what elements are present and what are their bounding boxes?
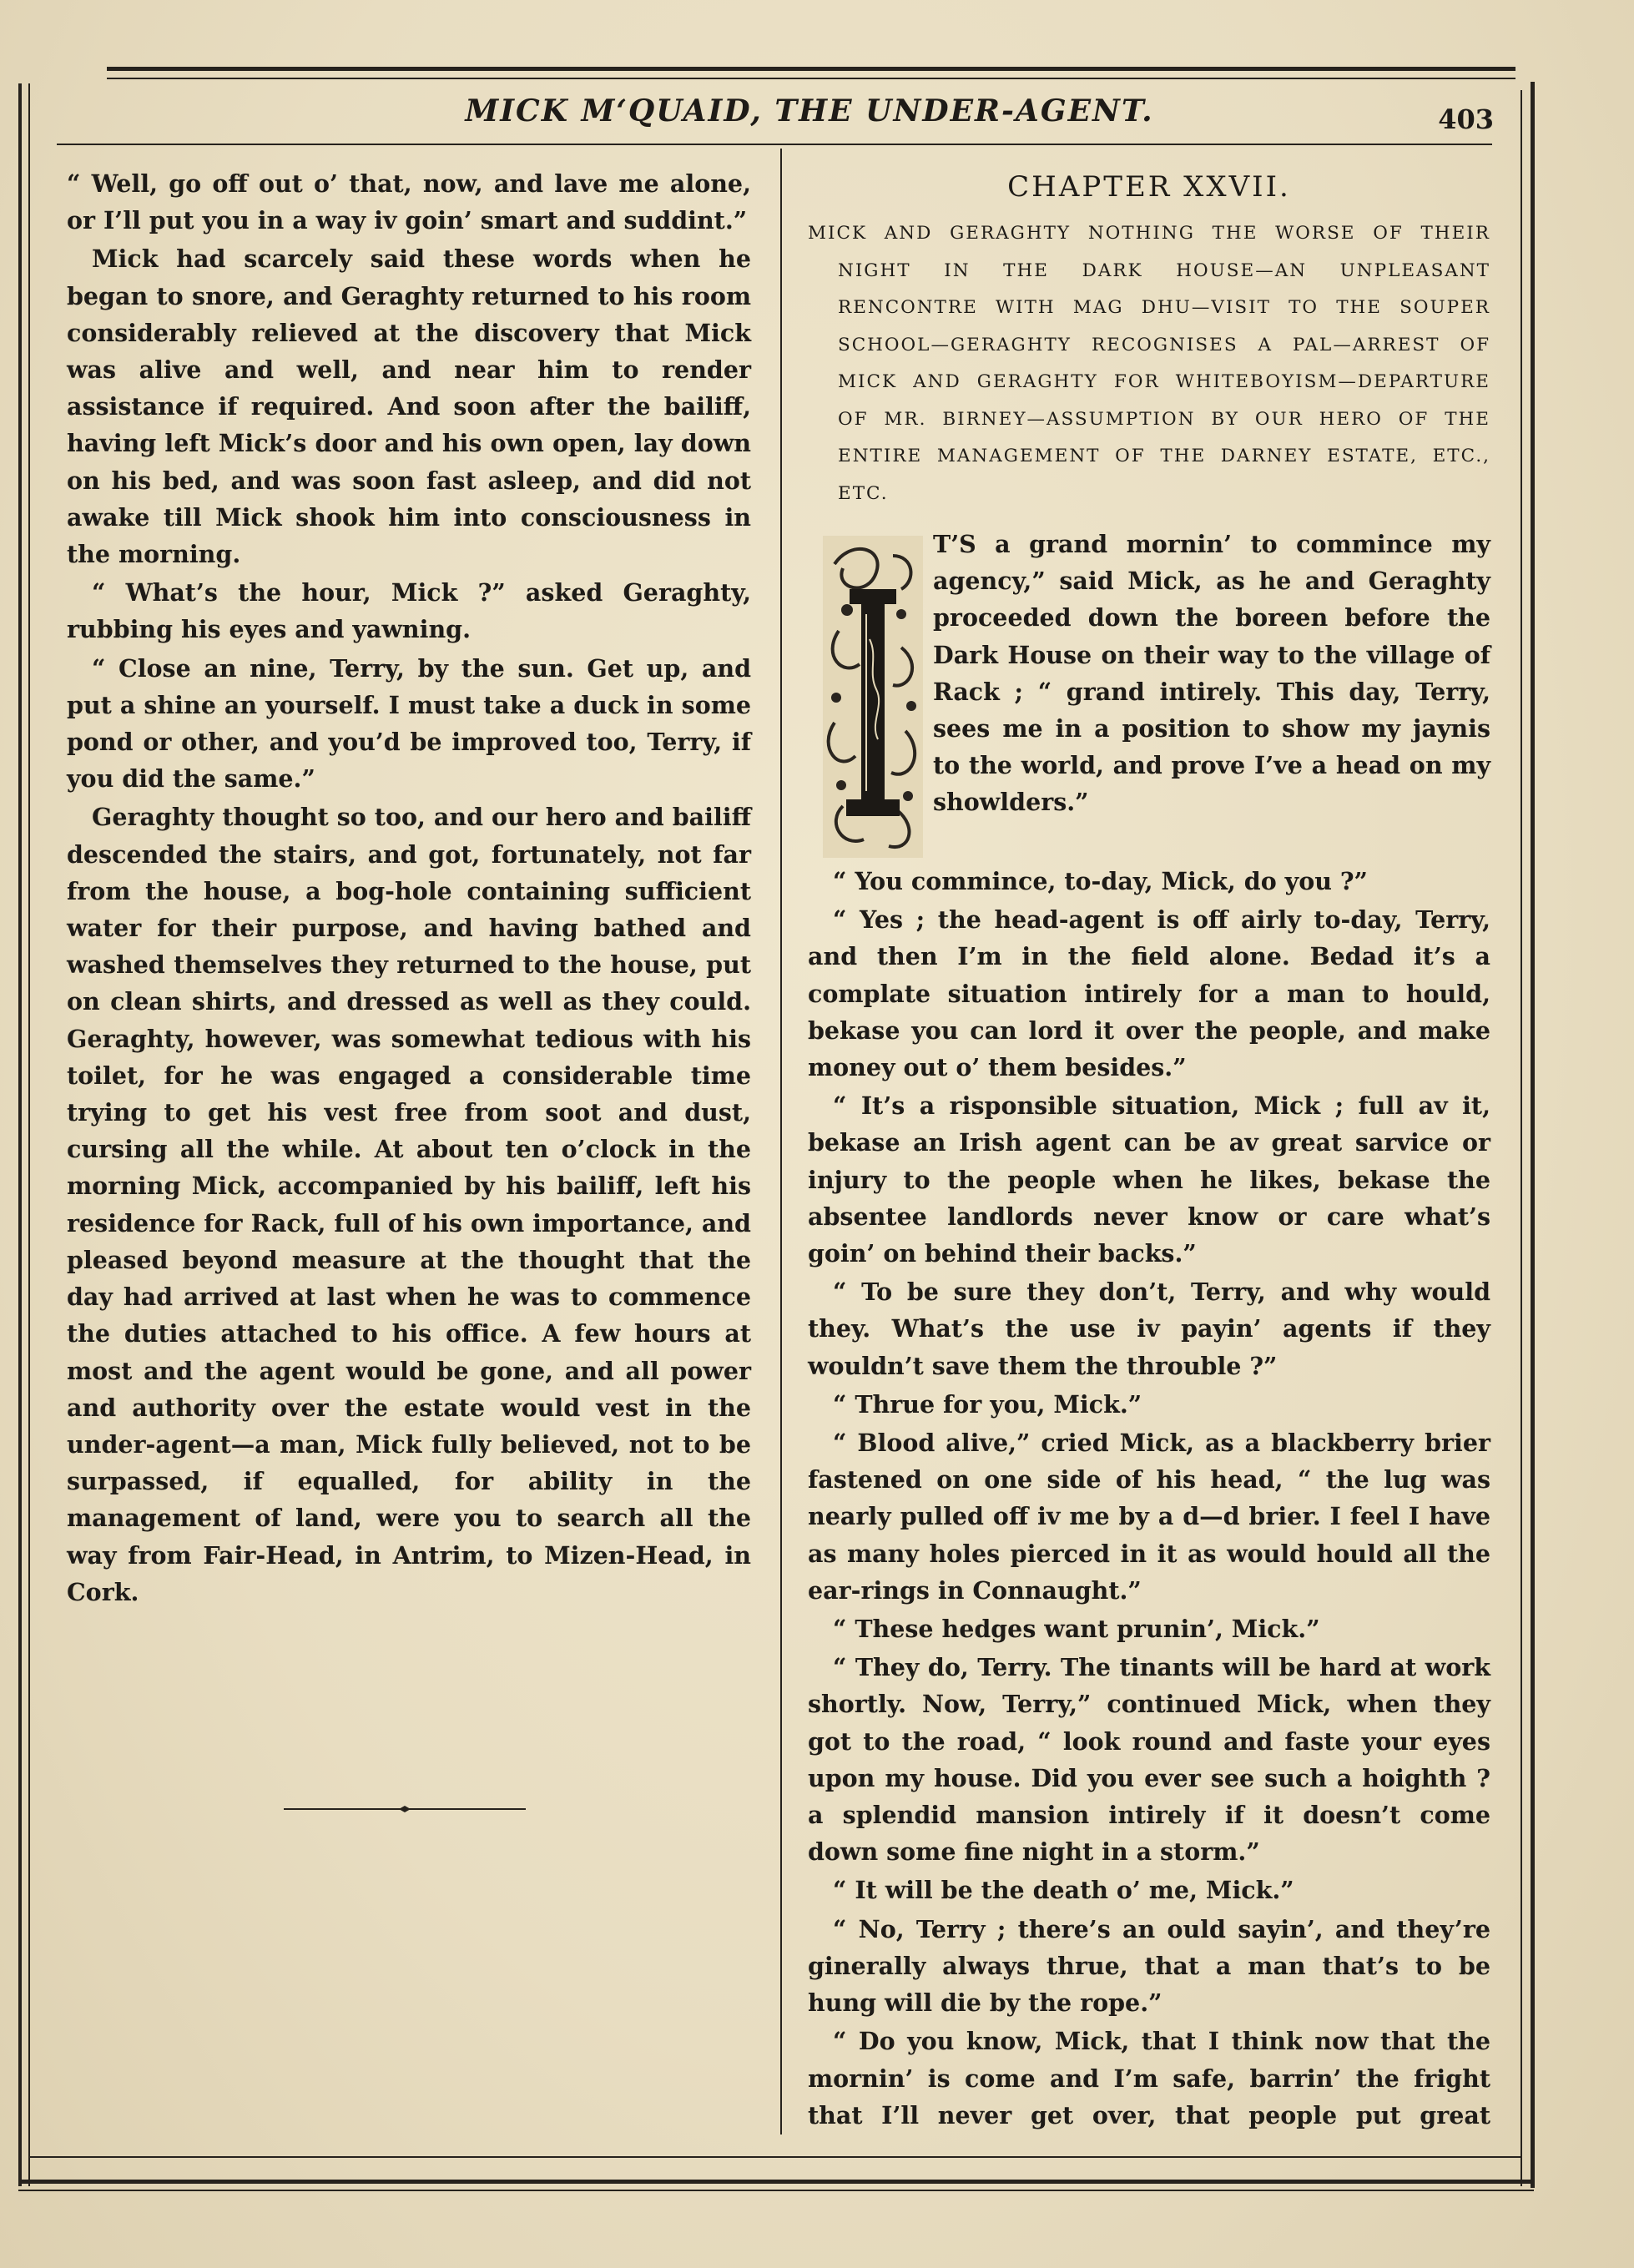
- header-rule: [57, 144, 1492, 145]
- right-column: [808, 165, 1490, 2135]
- top-border-rule: [107, 67, 1515, 71]
- paragraph: “ It will be the death o’ me, Mick.”: [833, 1876, 1294, 1905]
- top-border-rule-inner: [107, 78, 1515, 79]
- right-border-rule: [1531, 82, 1535, 2188]
- opening-paragraph-text: T’S a grand mornin’ to commince my agency,” said Mick, as he and Geraghty proceeded down the boreen before the Dark House on their way to the village of Rack ; “ grand intirely. This day, Terry, sees me in a position to show my jaynis to the world, and prove I’ve a head on my showlders.”: [933, 530, 1490, 817]
- paragraph: “ It’s a risponsible situation, Mick ; full av it, bekase an Irish agent can be av great sarvice or injury to the people when he likes, bekase the absentee landlords never know or care what’s goin’ on behind their backs.”: [808, 1091, 1490, 1268]
- left-border-rule-inner: [28, 83, 30, 2186]
- bottom-border-rule-inner: [18, 2190, 1534, 2191]
- paragraph: “ These hedges want prunin’, Mick.”: [833, 1615, 1320, 1644]
- paragraph: Mick had scarcely said these words when he began to snore, and Geraghty returned to his room considerably relieved at the discovery that Mick was alive and well, and near him to render assistance if required. And soon after the bailiff, having left Mick’s door and his own open, lay down on his bed, and was soon fast asleep, and did not awake till Mick shook him into consciousness in the morning.: [67, 244, 751, 569]
- paragraph: “ Yes ; the head-agent is off airly to-day, Terry, and then I’m in the field alone. Bedad it’s a complate situation intirely for a man to hould, bekase you can lord it over the people, and make money out o’ them besides.”: [808, 905, 1490, 1082]
- paragraph: “ No, Terry ; there’s an ould sayin’, and they’re ginerally always thrue, that a man that’s to be hung will die by the rope.”: [808, 1914, 1490, 2018]
- opening-paragraph-block: [808, 526, 1490, 863]
- chapter-summary: MICK AND GERAGHTY NOTHING THE WORSE OF THEIR NIGHT IN THE DARK HOUSE—AN UNPLEASANT RENCONTRE WITH MAG DHU—VISIT TO THE SOUPER SCHOOL—GERAGHTY RECOGNISES A PAL—ARREST OF MICK AND GERAGHTY FOR WHITEBOYISM—DEPARTURE OF MR. BIRNEY—ASSUMPTION BY OUR HERO OF THE ENTIRE MANAGEMENT OF THE DARNEY ESTATE, ETC., ETC.: [808, 223, 1490, 504]
- paragraph: “ Well, go off out o’ that, now, and lave me alone, or I’ll put you in a way iv goin’ smart and suddint.”: [67, 169, 751, 235]
- paragraph: Geraghty thought so too, and our hero and bailiff descended the stairs, and got, fortunately, not far from the house, a bog-hole containing sufficient water for their purpose, and having bathed and washed themselves they returned to the house, put on clean shirts, and dressed as well as they could. Geraghty, however, was somewhat tedious with his toilet, for he was engaged a considerable time trying to get his vest free from soot and dust, cursing all the while. At about ten o’clock in the morning Mick, accompanied by his bailiff, left his residence for Rack, full of his own importance, and pleased beyond measure at the thought that the day had arrived at last when he was to commence the duties attached to his office. A few hours at most and the agent would be gone, and all power and authority over the estate would vest in the under-agent—a man, Mick fully believed, not to be surpassed, if equalled, for ability in the management of land, were you to search all the way from Fair-Head, in Antrim, to Mizen-Head, in Cork.: [67, 803, 751, 1606]
- paragraph: “ They do, Terry. The tinants will be hard at work shortly. Now, Terry,” continued Mick, when they got to the road, “ look round and faste your eyes upon my house. Did you ever see such a hoighth ? a splendid mansion intirely if it doesn’t come down some fine night in a storm.”: [808, 1653, 1490, 1867]
- paragraph: “ Blood alive,” cried Mick, as a blackberry brier fastened on one side of his head, “ the lug was nearly pulled off iv me by a d—d brier. I feel I have as many holes pierced in it as would hould all the ear-rings in Connaught.”: [808, 1429, 1490, 1605]
- paragraph: “ Thrue for you, Mick.”: [833, 1389, 1142, 1419]
- running-title: MICK M‘QUAID, THE UNDER-AGENT.: [465, 93, 1154, 129]
- bottom-border-rule: [18, 2180, 1534, 2184]
- column-divider: [780, 149, 782, 2134]
- page-number: 403: [1438, 103, 1494, 135]
- left-column: [67, 165, 751, 1612]
- bottom-rule: [30, 2156, 1522, 2158]
- section-end-ornament: [284, 1804, 526, 1814]
- paragraph: “ To be sure they don’t, Terry, and why would they. What’s the use iv payin’ agents if they wouldn’t save them the throuble ?”: [808, 1278, 1490, 1380]
- right-border-rule-inner: [1521, 90, 1522, 2186]
- dropcap-i-icon: [818, 531, 928, 863]
- paragraph: “ Close an nine, Terry, by the sun. Get up, and put a shine an yourself. I must take a duck in some pond or other, and you’d be improved too, Terry, if you did the same.”: [67, 653, 751, 794]
- paragraph: “ You commince, to-day, Mick, do you ?”: [833, 867, 1368, 895]
- paragraph: “ What’s the hour, Mick ?” asked Geraghty, rubbing his eyes and yawning.: [67, 578, 751, 644]
- left-border-rule: [18, 83, 22, 2186]
- chapter-title: CHAPTER XXVII.: [1007, 170, 1291, 204]
- ornamental-dropcap: [818, 531, 928, 863]
- paragraph: “ Do you know, Mick, that I think now that the mornin’ is come and I’m safe, barrin’ the fright that I’ll never get over, that people put great: [808, 2027, 1490, 2129]
